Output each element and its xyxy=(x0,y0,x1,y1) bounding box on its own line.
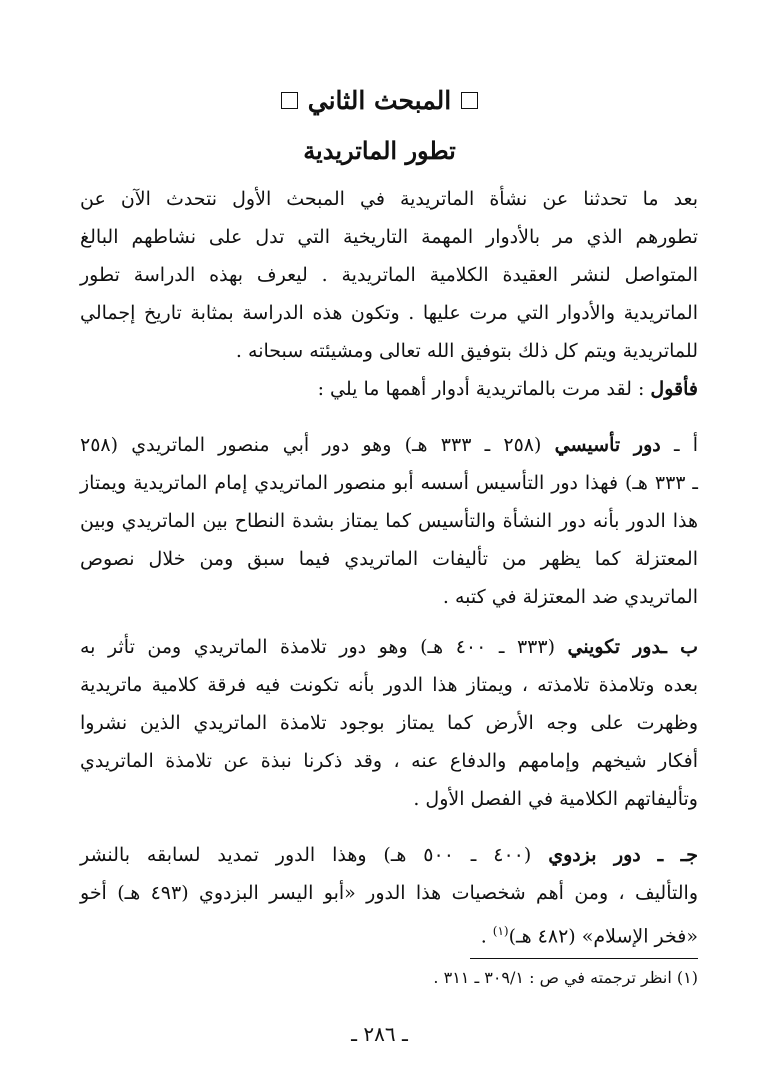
aqul-paragraph xyxy=(80,370,698,408)
footnote-marker[interactable]: (١) xyxy=(492,924,509,938)
text-line: ـ ٣٣٣ هـ) فهذا دور التأسيس أسسه أبو منصور الماتريدي إمام الماتريدية ويمتاز xyxy=(80,472,698,494)
period-prefix: ب ـ xyxy=(661,636,698,658)
intro-paragraph xyxy=(80,180,698,370)
footnote-divider xyxy=(470,958,698,959)
text-line: الماتريدية والأدوار التي مرت عليها . وتكون هذه الدراسة بمثابة تاريخ إجمالي xyxy=(80,302,698,324)
period-prefix: أ ـ xyxy=(673,434,698,456)
text-line: وتأليفاتهم الكلامية في الفصل الأول . xyxy=(413,788,698,810)
period-title: دور تكويني xyxy=(567,636,662,658)
aqul-text: : لقد مرت بالماتريدية أدوار أهمها ما يلي : xyxy=(317,378,645,400)
aqul-label: فأقول xyxy=(650,378,698,400)
body-text xyxy=(80,180,698,408)
period-text: «فخر الإسلام» (٤٨٢ هـ) xyxy=(508,925,698,948)
footnote: (١) انظر ترجمته في ص : ٣٠٩/١ ـ ٣١١ . xyxy=(433,968,698,987)
period-title: دور تأسيسي xyxy=(554,434,661,456)
period-text: . xyxy=(480,925,493,948)
text-line: هذا الدور بأنه دور النشأة والتأسيس كما يمتاز بشدة النطاح بين الماتريدي وبين xyxy=(80,510,698,532)
text-line: المعتزلة كما يظهر من تأليفات الماتريدي فيما سبق ومن خلال نصوص xyxy=(80,548,698,570)
page-number: ـ ٢٨٦ ـ xyxy=(351,1022,408,1046)
period-b xyxy=(80,628,698,818)
text-line xyxy=(80,836,698,874)
period-a xyxy=(80,426,698,616)
text-line: للماتريدية ويتم كل ذلك بتوفيق الله تعالى ومشيئته سبحانه . xyxy=(235,340,698,362)
chapter-title: تطور الماتريدية xyxy=(303,136,456,165)
text-line: والتأليف ، ومن أهم شخصيات هذا الدور «أبو اليسر البزدوي (٤٩٣ هـ) أخو xyxy=(80,882,698,904)
text-line xyxy=(80,426,698,464)
text-line: بعد ما تحدثنا عن نشأة الماتريدية في المبحث الأول نتحدث الآن عن xyxy=(80,188,698,210)
text-line: بعده وتلامذة تلامذته ، ويمتاز هذا الدور بأنه تكونت فيه فرقة كلامية ماتريدية xyxy=(80,674,698,696)
text-line: المتواصل لنشر العقيدة الكلامية الماتريدية . ليعرف بهذه الدراسة تطور xyxy=(80,264,698,286)
text-line xyxy=(80,628,698,666)
section-title xyxy=(0,86,759,115)
period-text: (٢٥٨ ـ ٣٣٣ هـ) وهو دور أبي منصور الماتريدي (٢٥٨ xyxy=(80,434,542,456)
text-line: الماتريدي ضد المعتزلة في كتبه . xyxy=(442,586,698,608)
period-text: (٣٣٣ ـ ٤٠٠ هـ) وهو دور تلامذة الماتريدي ومن تأثر به xyxy=(80,636,555,658)
text-line: وظهرت على وجه الأرض كما يمتاز بوجود تلامذة الماتريدي الذين نشروا xyxy=(80,712,698,734)
box-ornament-icon xyxy=(461,92,478,109)
period-text: (٤٠٠ ـ ٥٠٠ هـ) وهذا الدور تمديد لسابقه بالنشر xyxy=(80,844,532,866)
text-line: تطورهم الذي مر بالأدوار المهمة التاريخية التي تدل على نشاطهم البالغ xyxy=(80,226,698,248)
box-ornament-icon xyxy=(281,92,298,109)
period-c xyxy=(80,836,698,955)
text-line: أفكار شيخهم وإمامهم والدفاع عنه ، وقد ذكرنا نبذة عن تلامذة الماتريدي xyxy=(80,750,698,772)
period-title: دور بزدوي xyxy=(548,844,641,866)
text-line xyxy=(80,370,698,408)
text-line xyxy=(80,912,698,955)
period-prefix: جـ ـ xyxy=(657,844,698,866)
section-title-text: المبحث الثاني xyxy=(307,86,452,115)
